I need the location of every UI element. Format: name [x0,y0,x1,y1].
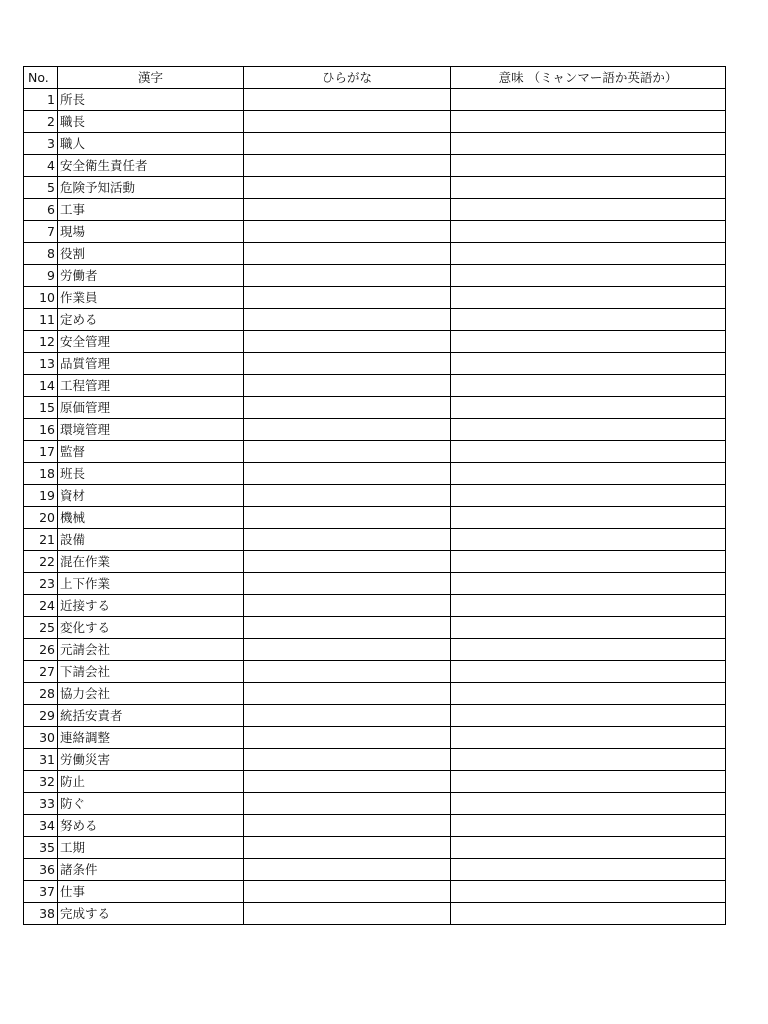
row-number: 11 [24,309,58,331]
row-number: 37 [24,881,58,903]
hiragana-cell[interactable] [244,837,451,859]
hiragana-cell[interactable] [244,551,451,573]
hiragana-cell[interactable] [244,485,451,507]
meaning-cell[interactable] [451,661,726,683]
kanji-cell: 定める [58,309,244,331]
hiragana-cell[interactable] [244,903,451,925]
row-number: 8 [24,243,58,265]
row-number: 16 [24,419,58,441]
kanji-cell: 諸条件 [58,859,244,881]
meaning-cell[interactable] [451,287,726,309]
kanji-cell: 防ぐ [58,793,244,815]
header-meaning: 意味 （ミャンマー語か英語か） [451,67,726,89]
kanji-cell: 設備 [58,529,244,551]
kanji-cell: 協力会社 [58,683,244,705]
kanji-cell: 作業員 [58,287,244,309]
kanji-cell: 環境管理 [58,419,244,441]
meaning-cell[interactable] [451,353,726,375]
meaning-cell[interactable] [451,705,726,727]
hiragana-cell[interactable] [244,463,451,485]
row-number: 19 [24,485,58,507]
header-no: No. [24,67,58,89]
kanji-cell: 監督 [58,441,244,463]
table-row [24,243,726,265]
row-number: 26 [24,639,58,661]
kanji-cell: 努める [58,815,244,837]
hiragana-cell[interactable] [244,683,451,705]
hiragana-cell[interactable] [244,617,451,639]
kanji-cell: 近接する [58,595,244,617]
table-row [24,155,726,177]
hiragana-cell[interactable] [244,507,451,529]
hiragana-cell[interactable] [244,573,451,595]
kanji-cell: 職人 [58,133,244,155]
meaning-cell[interactable] [451,749,726,771]
row-number: 15 [24,397,58,419]
kanji-cell: 変化する [58,617,244,639]
header-kanji: 漢字 [58,67,244,89]
row-number: 13 [24,353,58,375]
hiragana-cell[interactable] [244,199,451,221]
table-row [24,199,726,221]
hiragana-cell[interactable] [244,243,451,265]
kanji-cell: 所長 [58,89,244,111]
kanji-cell: 仕事 [58,881,244,903]
meaning-cell[interactable] [451,903,726,925]
table-row [24,661,726,683]
table-row [24,617,726,639]
meaning-cell[interactable] [451,639,726,661]
table-row [24,815,726,837]
row-number: 17 [24,441,58,463]
row-number: 22 [24,551,58,573]
hiragana-cell[interactable] [244,375,451,397]
row-number: 1 [24,89,58,111]
table-row [24,397,726,419]
meaning-cell[interactable] [451,265,726,287]
table-row [24,111,726,133]
hiragana-cell[interactable] [244,419,451,441]
hiragana-cell[interactable] [244,705,451,727]
kanji-cell: 労働者 [58,265,244,287]
hiragana-cell[interactable] [244,859,451,881]
row-number: 4 [24,155,58,177]
row-number: 35 [24,837,58,859]
row-number: 32 [24,771,58,793]
kanji-cell: 安全衛生責任者 [58,155,244,177]
hiragana-cell[interactable] [244,177,451,199]
hiragana-cell[interactable] [244,815,451,837]
meaning-cell[interactable] [451,89,726,111]
meaning-cell[interactable] [451,859,726,881]
kanji-cell: 職長 [58,111,244,133]
row-number: 7 [24,221,58,243]
table-row [24,177,726,199]
hiragana-cell[interactable] [244,529,451,551]
kanji-cell: 原価管理 [58,397,244,419]
row-number: 30 [24,727,58,749]
table-row [24,903,726,925]
row-number: 31 [24,749,58,771]
hiragana-cell[interactable] [244,727,451,749]
table-row [24,375,726,397]
row-number: 18 [24,463,58,485]
hiragana-cell[interactable] [244,155,451,177]
meaning-cell[interactable] [451,551,726,573]
row-number: 21 [24,529,58,551]
kanji-cell: 安全管理 [58,331,244,353]
row-number: 25 [24,617,58,639]
table-row [24,419,726,441]
row-number: 38 [24,903,58,925]
hiragana-cell[interactable] [244,133,451,155]
kanji-cell: 下請会社 [58,661,244,683]
kanji-cell: 機械 [58,507,244,529]
hiragana-cell[interactable] [244,661,451,683]
meaning-cell[interactable] [451,419,726,441]
row-number: 29 [24,705,58,727]
table-row [24,331,726,353]
table-row [24,265,726,287]
meaning-cell[interactable] [451,617,726,639]
kanji-cell: 工事 [58,199,244,221]
kanji-cell: 連絡調整 [58,727,244,749]
kanji-cell: 危険予知活動 [58,177,244,199]
kanji-cell: 品質管理 [58,353,244,375]
row-number: 20 [24,507,58,529]
meaning-cell[interactable] [451,331,726,353]
vocabulary-table [23,66,726,925]
meaning-cell[interactable] [451,243,726,265]
table-row [24,683,726,705]
table-row [24,639,726,661]
table-row [24,705,726,727]
meaning-cell[interactable] [451,727,726,749]
hiragana-cell[interactable] [244,89,451,111]
kanji-cell: 工程管理 [58,375,244,397]
row-number: 28 [24,683,58,705]
vocabulary-sheet [23,66,725,925]
hiragana-cell[interactable] [244,353,451,375]
kanji-cell: 元請会社 [58,639,244,661]
meaning-cell[interactable] [451,441,726,463]
kanji-cell: 防止 [58,771,244,793]
hiragana-cell[interactable] [244,793,451,815]
kanji-cell: 資材 [58,485,244,507]
hiragana-cell[interactable] [244,309,451,331]
table-row [24,881,726,903]
row-number: 10 [24,287,58,309]
meaning-cell[interactable] [451,375,726,397]
kanji-cell: 役割 [58,243,244,265]
kanji-cell: 統括安責者 [58,705,244,727]
table-header-row [24,67,726,89]
hiragana-cell[interactable] [244,397,451,419]
table-row [24,133,726,155]
meaning-cell[interactable] [451,793,726,815]
meaning-cell[interactable] [451,397,726,419]
row-number: 23 [24,573,58,595]
table-body [24,89,726,925]
meaning-cell[interactable] [451,221,726,243]
meaning-cell[interactable] [451,309,726,331]
hiragana-cell[interactable] [244,749,451,771]
hiragana-cell[interactable] [244,265,451,287]
row-number: 3 [24,133,58,155]
table-row [24,507,726,529]
meaning-cell[interactable] [451,485,726,507]
meaning-cell[interactable] [451,771,726,793]
table-row [24,463,726,485]
meaning-cell[interactable] [451,199,726,221]
row-number: 9 [24,265,58,287]
table-row [24,793,726,815]
table-row [24,771,726,793]
table-row [24,727,726,749]
meaning-cell[interactable] [451,573,726,595]
table-row [24,595,726,617]
table-row [24,837,726,859]
kanji-cell: 混在作業 [58,551,244,573]
hiragana-cell[interactable] [244,331,451,353]
hiragana-cell[interactable] [244,595,451,617]
table-row [24,551,726,573]
hiragana-cell[interactable] [244,441,451,463]
hiragana-cell[interactable] [244,639,451,661]
meaning-cell[interactable] [451,111,726,133]
table-row [24,749,726,771]
meaning-cell[interactable] [451,507,726,529]
table-row [24,529,726,551]
meaning-cell[interactable] [451,683,726,705]
row-number: 2 [24,111,58,133]
table-row [24,441,726,463]
row-number: 14 [24,375,58,397]
meaning-cell[interactable] [451,463,726,485]
meaning-cell[interactable] [451,133,726,155]
meaning-cell[interactable] [451,529,726,551]
table-row [24,89,726,111]
meaning-cell[interactable] [451,177,726,199]
kanji-cell: 上下作業 [58,573,244,595]
header-hiragana: ひらがな [244,67,451,89]
table-row [24,309,726,331]
kanji-cell: 工期 [58,837,244,859]
hiragana-cell[interactable] [244,771,451,793]
row-number: 27 [24,661,58,683]
kanji-cell: 完成する [58,903,244,925]
kanji-cell: 班長 [58,463,244,485]
table-row [24,573,726,595]
table-row [24,485,726,507]
row-number: 5 [24,177,58,199]
hiragana-cell[interactable] [244,881,451,903]
meaning-cell[interactable] [451,595,726,617]
table-row [24,859,726,881]
meaning-cell[interactable] [451,815,726,837]
meaning-cell[interactable] [451,881,726,903]
table-row [24,353,726,375]
row-number: 33 [24,793,58,815]
row-number: 12 [24,331,58,353]
hiragana-cell[interactable] [244,221,451,243]
kanji-cell: 労働災害 [58,749,244,771]
row-number: 6 [24,199,58,221]
meaning-cell[interactable] [451,837,726,859]
row-number: 36 [24,859,58,881]
hiragana-cell[interactable] [244,111,451,133]
row-number: 24 [24,595,58,617]
hiragana-cell[interactable] [244,287,451,309]
kanji-cell: 現場 [58,221,244,243]
row-number: 34 [24,815,58,837]
meaning-cell[interactable] [451,155,726,177]
table-row [24,287,726,309]
table-row [24,221,726,243]
